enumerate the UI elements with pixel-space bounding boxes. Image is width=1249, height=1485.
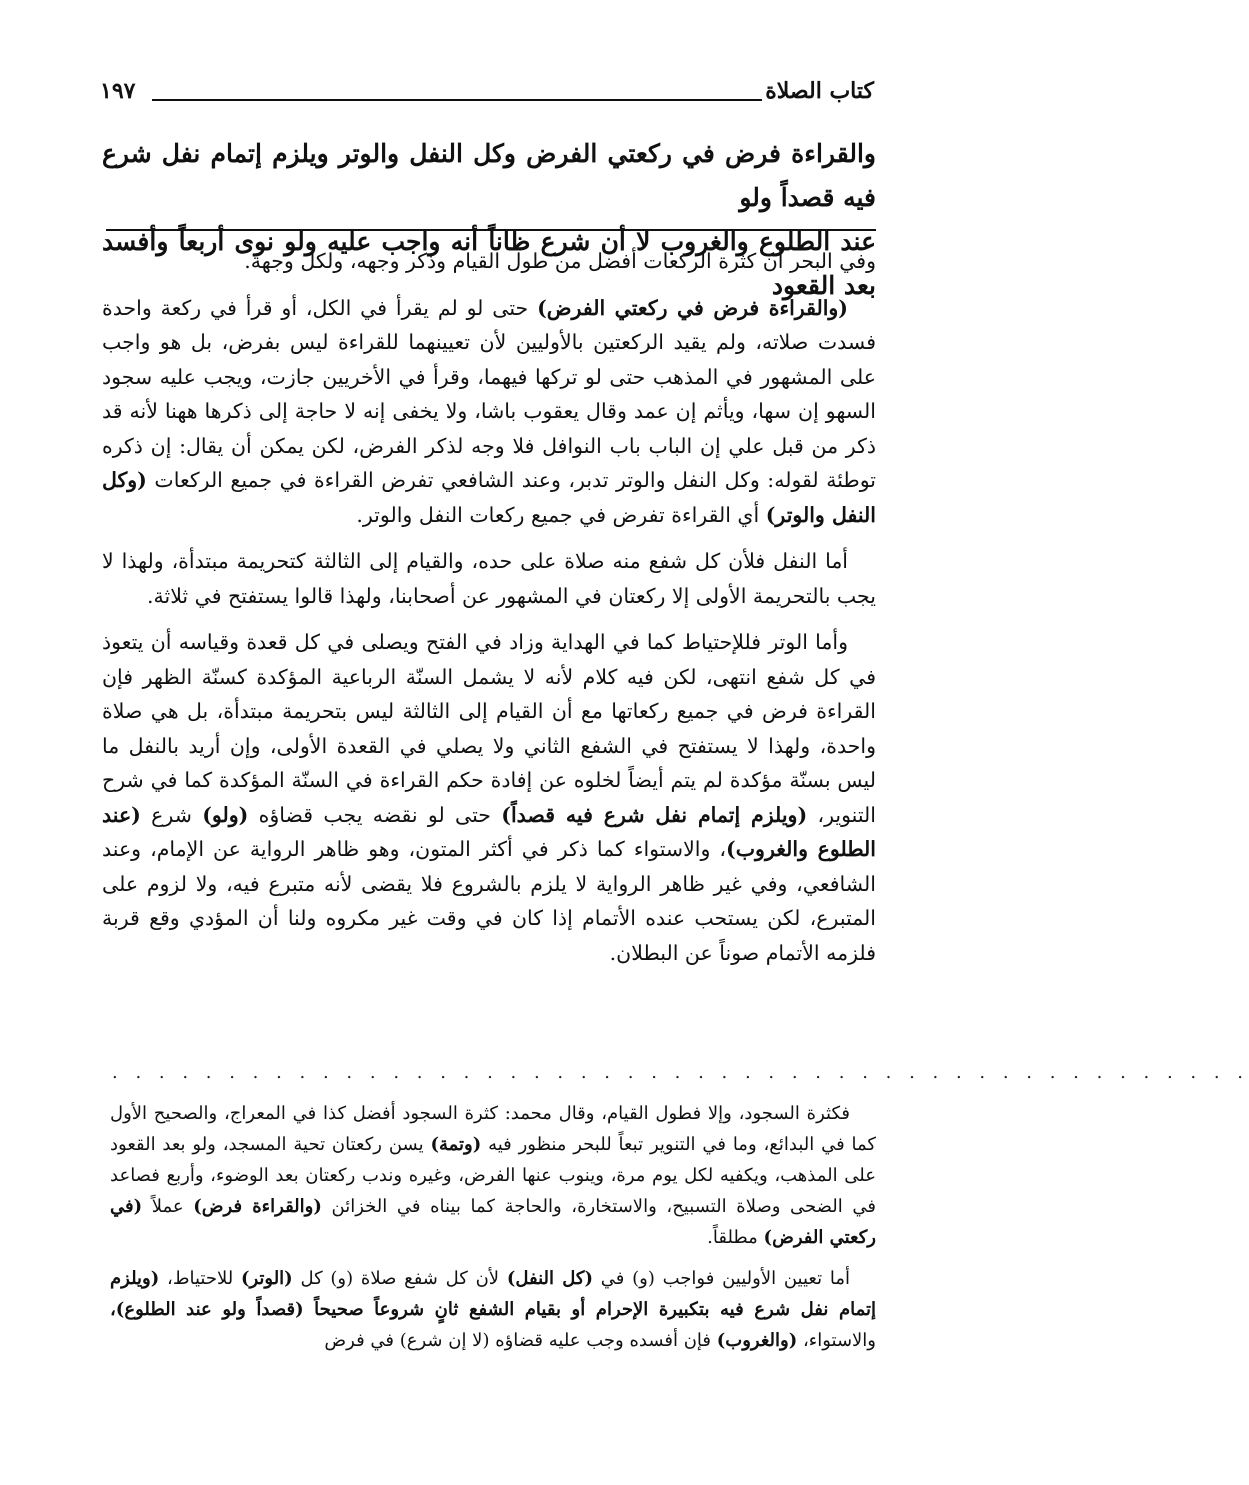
commentary-paragraph-2: (والقراءة فرض في ركعتي الفرض) حتى لو لم يقرأ في الكل، أو قرأ في ركعة واحدة فسدت صلاته، ولم يقيد الركعتين بالأوليين لأن تعيينهما للقراءة ليس بفرض، بل هو واجب على المشهور في المذهب حتى لو تركها فيهما، وقرأ في الأخريين جازت، ويجب عليه سجود السهو إن سها، ويأثم إن عمد وقال يعقوب باشا، ولا يخفى إنه لا حاجة إلى ذكرها ههنا لأنه قد ذكر من قبل علي إن الباب باب النوافل فلا وجه لذكر الفرض، لكن يمكن أن يقال: إن ذكره توطئة لقوله: وكل النفل والوتر تدبر، وعند الشافعي تفرض القراءة في جميع الركعات (وكل النفل والوتر) أي القراءة تفرض في جميع ركعات النفل والوتر. — [102, 295, 876, 527]
footnote-commentary — [110, 1098, 876, 1378]
matn-quote: (ويلزم إتمام نفل شرع فيه قصداً) — [501, 802, 808, 827]
matn-quote: (وكل النفل والوتر) — [102, 468, 876, 527]
page-number: ١٩٧ — [100, 78, 136, 104]
matn-quote: (ولو) — [202, 802, 249, 827]
commentary — [102, 244, 876, 982]
matn-quote: (عند الطلوع والغروب) — [102, 802, 877, 861]
commentary-paragraph-4: وأما الوتر فللإحتياط كما في الهداية وزاد في الفتح ويصلى في كل قعدة وقياسه أن يتعوذ في كل شفع انتهى، لكن فيه كلام لأنه لا يشمل السنّة الرباعية المؤكدة كسنّة الظهر فإن القراءة فرض في جميع ركعاتها مع أن القيام إلى الثالثة ليس بتحريمة مبتدأة، بل هي صلاة واحدة، ولهذا لا يستفتح في الشفع الثاني ولا يصلي في القعدة الأولى، وإن أريد بالنفل ما ليس بسنّة مؤكدة لم يتم أيضاً لخلوه عن إفادة حكم القراءة في السنّة المؤكدة كما في شرح التنوير، (ويلزم إتمام نفل شرع فيه قصداً) حتى لو نقضه يجب قضاؤه (ولو) شرع (عند الطلوع والغروب)، والاستواء كما ذكر في أكثر المتون، وهو ظاهر الرواية عن الإمام، وعند الشافعي، وفي غير ظاهر الرواية لا يلزم بالشروع فلا يقضى لأنه متبرع فيه، ولا لزوم على المتبرع، لكن يستحب عنده الأتمام إذا كان في وقت غير مكروه ولنا أن المؤدي وقع قربة فلزمه الأتمام صوناً عن البطلان. — [102, 630, 877, 965]
dotted-separator: . . . . . . . . . . . . . . . . . . . . . . . . . . . . . . . . . . . . . . . . . . . . . . . . . — [112, 1062, 1249, 1083]
commentary-paragraph-3: أما النفل فلأن كل شفع منه صلاة على حده، والقيام إلى الثالثة كتحريمة مبتدأة، ولهذا لا يجب بالتحريمة الأولى إلا ركعتان في المشهور عن أصحابنا، ولهذا قالوا يستفتح في ثلاثة. — [102, 549, 876, 608]
page-header — [100, 78, 874, 116]
main-text-line-2: عند الطلوع والغروب لا أن شرع ظاناً أنه واجب عليه ولو نوى أربعاً وأفسد بعد القعود — [102, 227, 876, 300]
chapter-title: كتاب الصلاة — [765, 78, 874, 104]
footnote-paragraph-2: أما تعيين الأوليين فواجب (و) في (كل النفل) لأن كل شفع صلاة (و) كل (الوتر) للاحتياط، (ويلزم إتمام نفل شرع فيه بتكبيرة الإحرام أو بقيام الشفع ثانٍ شروعاً صحيحاً (قصداً ولو عند الطلوع)، والاستواء، (والغروب) فإن أفسده وجب عليه قضاؤه (لا إن شرع) في فرض — [110, 1268, 876, 1351]
matn-quote: (والقراءة فرض في ركعتي الفرض) — [537, 295, 848, 320]
header-rule — [152, 99, 762, 101]
footnote-paragraph-1: فكثرة السجود، وإلا فطول القيام، وقال محمد: كثرة السجود أفضل كذا في المعراج، والصحيح الأول كما في البدائع، وما في التنوير تبعاً للبحر منظور فيه (وتمة) يسن ركعتان تحية المسجد، ولو بعد القعود على المذهب، ويكفيه لكل يوم مرة، وينوب عنها الفرض، وغيره وندب ركعتان بعد الوضوء، وأربع فصاعد في الضحى وصلاة التسبيح، والاستخارة، والحاجة كما بيناه في الخزائن (والقراءة فرض) عملاً (في ركعتي الفرض) مطلقاً. — [110, 1103, 876, 1248]
main-text-divider — [106, 229, 876, 231]
commentary-paragraph-1: وفي البحر أن كثرة الركعات أفضل من طول القيام وذكر وجهه، ولكل وجهة. — [244, 249, 876, 273]
main-text-line-1: والقراءة فرض في ركعتي الفرض وكل النفل والوتر ويلزم إتمام نفل شرع فيه قصداً ولو — [102, 139, 876, 212]
